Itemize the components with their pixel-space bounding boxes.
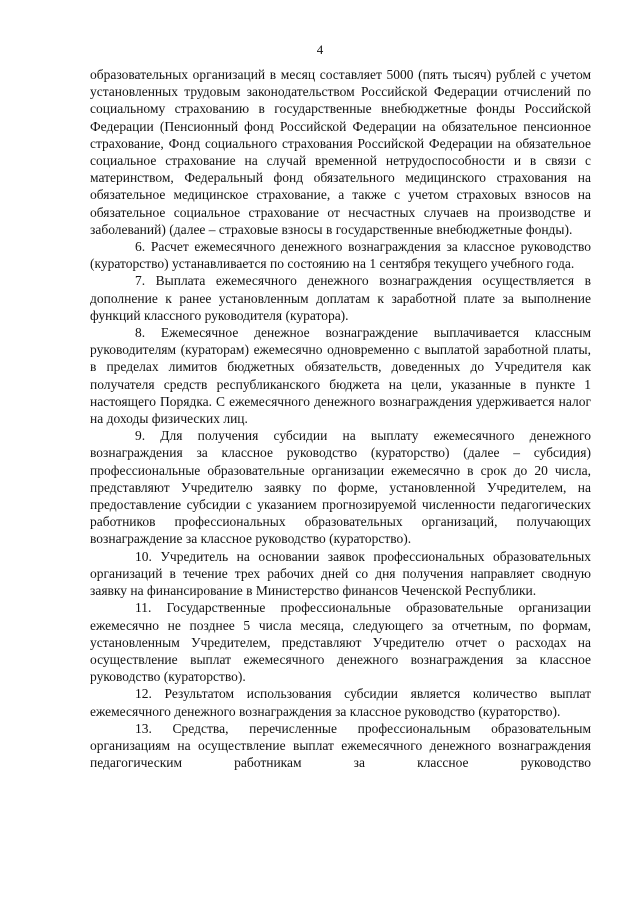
- paragraph-13: 13. Средства, перечисленные профессиональным образовательным организациям на осуществление выплат ежемесячного денежного вознаграждения педагогическим работникам за классное руководство: [90, 720, 591, 771]
- paragraph-9: 9. Для получения субсидии на выплату ежемесячного денежного вознаграждения за классное руководство (кураторство) (далее – субсидия) профессиональные образовательные организации ежемесячно в срок до 20 числа, представляют Учредителю заявку по форме, установленной Учредителем, на предоставление субсидии с указанием прогнозируемой численности педагогических работников профессиональных образовательных организаций, получающих вознаграждение за классное руководство (кураторство).: [90, 428, 591, 547]
- page-number: 4: [316, 42, 324, 57]
- paragraph-8: 8. Ежемесячное денежное вознаграждение выплачивается классным руководителям (кураторам) ежемесячно одновременно с выплатой заработной платы, в пределах лимитов бюджетных обязательств, доведенных до Учредителя как получателя средств республиканского бюджета на цели, указанные в пункте 1 настоящего Порядка. С ежемесячного денежного вознаграждения удерживается налог на доходы физических лиц.: [90, 325, 591, 427]
- paragraph-11: 11. Государственные профессиональные образовательные организации ежемесячно не позднее 5 числа месяца, следующего за отчетным, по формам, установленным Учредителем, представляют Учредителю отчет о расходах на осуществление выплат ежемесячного денежного вознаграждения за классное руководство (кураторство).: [90, 600, 591, 685]
- paragraph-7: 7. Выплата ежемесячного денежного вознаграждения осуществляется в дополнение к ранее установленным доплатам к заработной плате за выполнение функций классного руководителя (куратора).: [90, 273, 591, 323]
- paragraph-10: 10. Учредитель на основании заявок профессиональных образовательных организаций в течение трех рабочих дней со дня получения направляет сводную заявку на финансирование в Министерство финансов Чеченской Республики.: [90, 548, 591, 599]
- paragraph-continuation: образовательных организаций в месяц составляет 5000 (пять тысяч) рублей с учетом установленных трудовым законодательством Российской Федерации отчислений по социальному страхованию в государственные внебюджетные фонды Российской Федерации (Пенсионный фонд Российской Федерации на обязательное пенсионное страхование, Фонд социального страхования Российской Федерации на обязательное социальное страхование на случай временной нетрудоспособности и в связи с материнством, Федеральный фонд обязательного медицинского страхования на обязательное медицинское страхование, а также с учетом страховых взносов на обязательное социальное страхование от несчастных случаев на производстве и заболеваний) (далее – страховые взносы в государственные внебюджетные фонды).: [90, 67, 591, 237]
- paragraph-6: 6. Расчет ежемесячного денежного вознаграждения за классное руководство (кураторство) устанавливается по состоянию на 1 сентября текущего учебного года.: [90, 239, 591, 272]
- paragraph-12: 12. Результатом использования субсидии является количество выплат ежемесячного денежного вознаграждения за классное руководство (кураторство).: [90, 686, 591, 719]
- document-body: [90, 66, 591, 771]
